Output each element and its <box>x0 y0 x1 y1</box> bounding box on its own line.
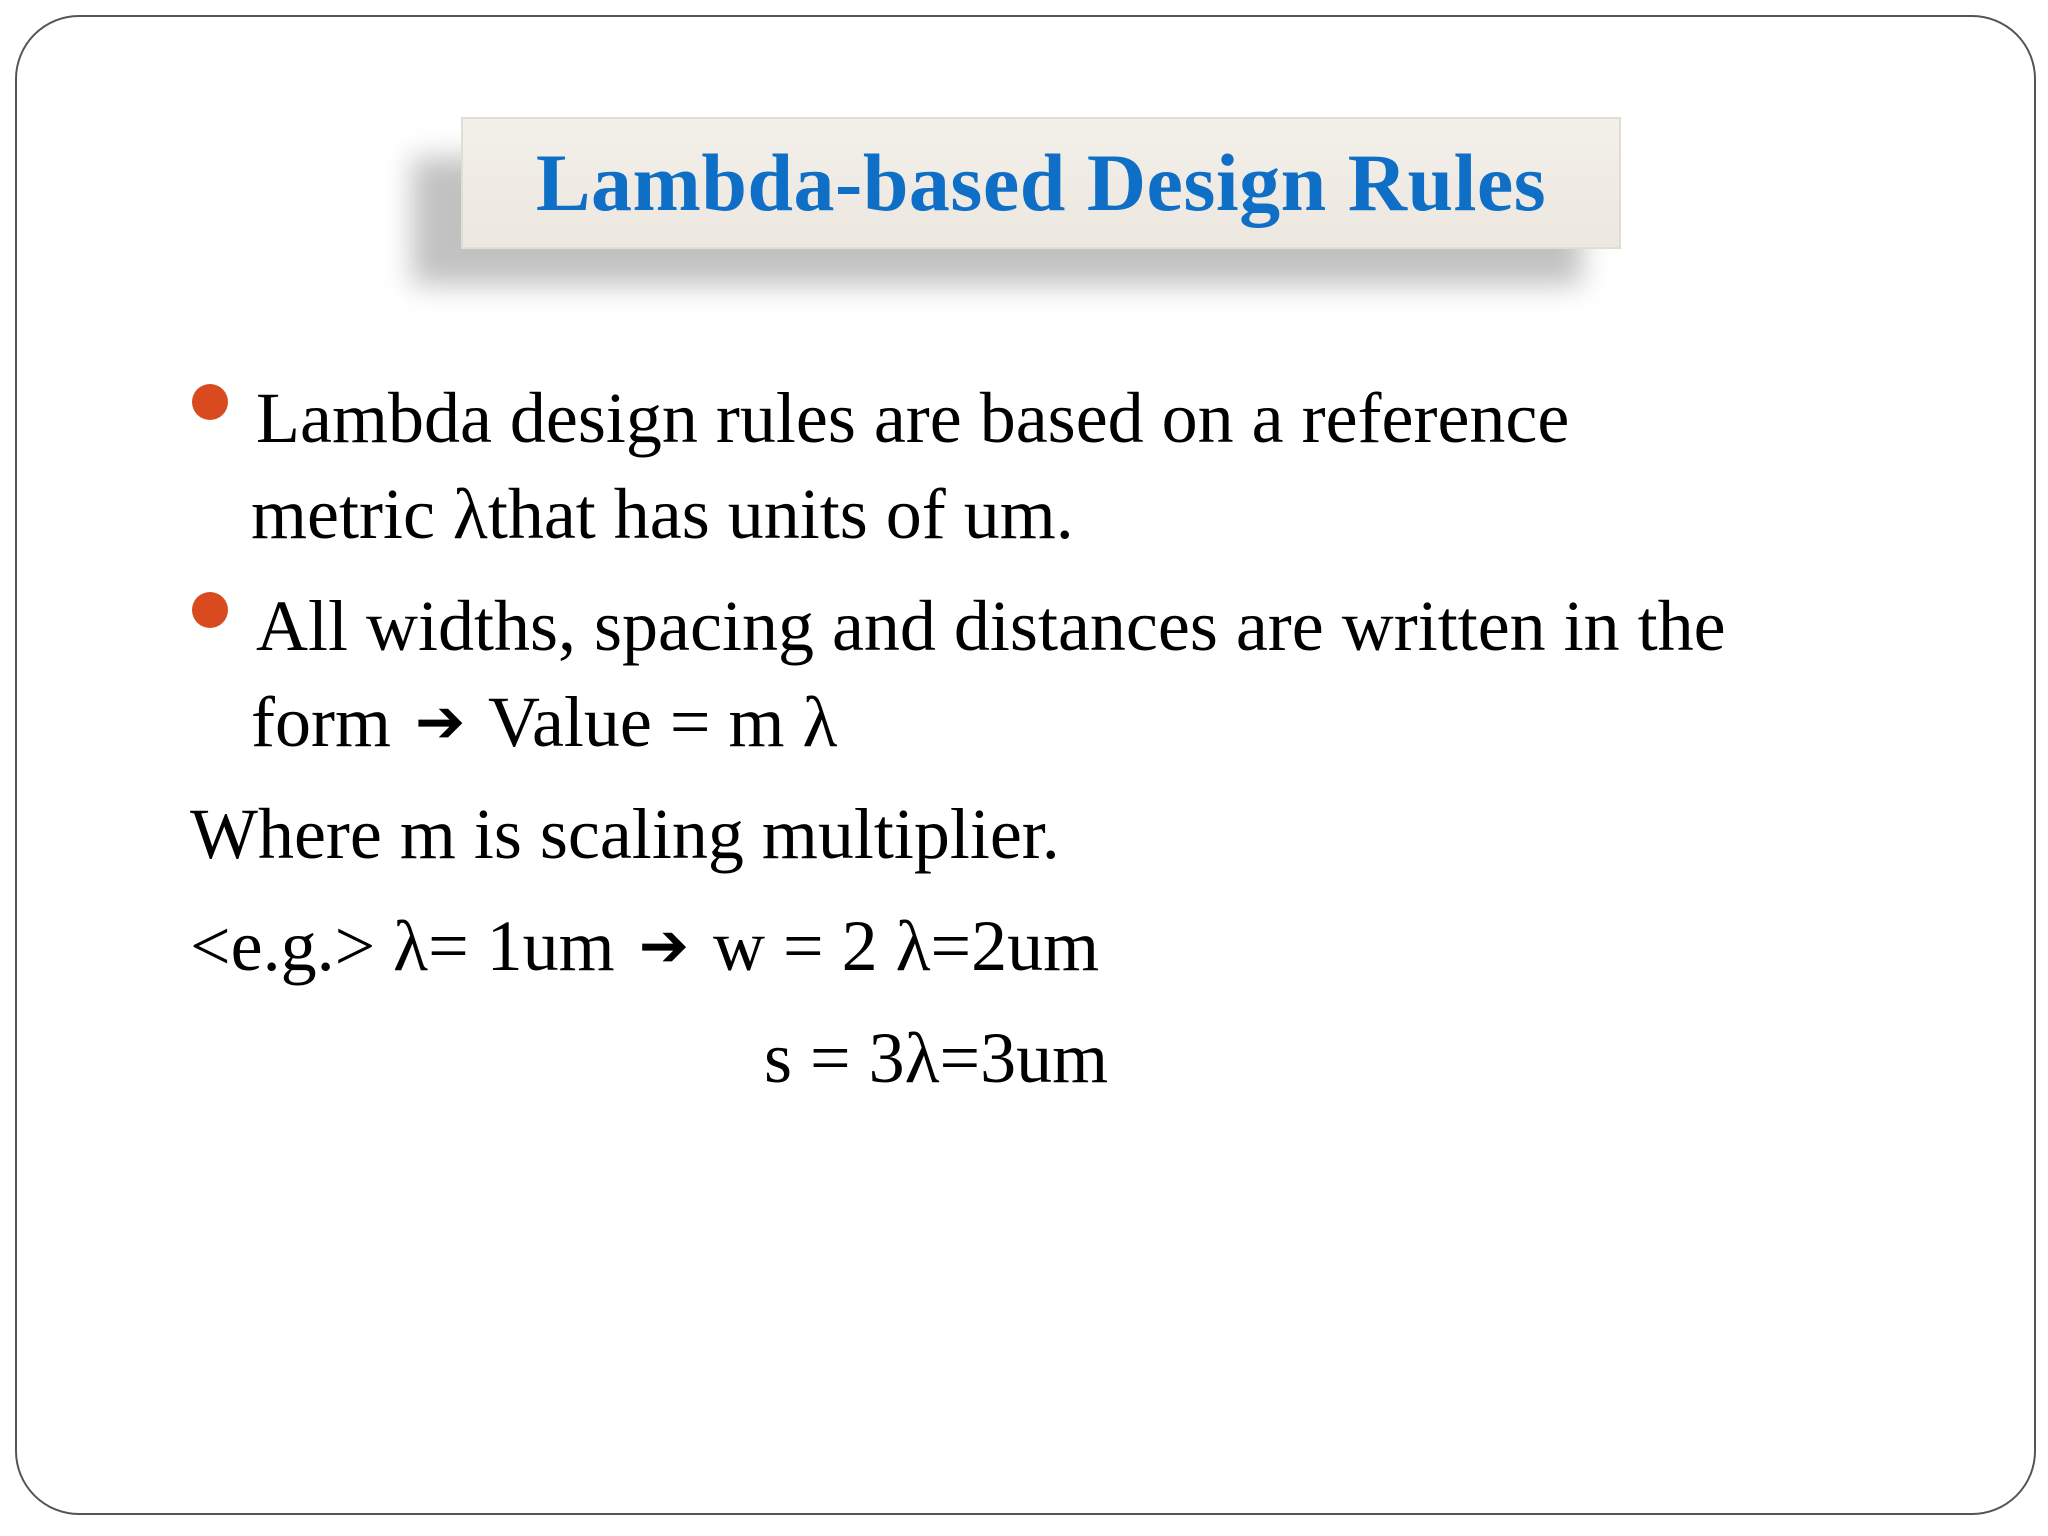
bullet-2-line-1: All widths, spacing and distances are written in the <box>256 586 1726 666</box>
right-arrow-icon: ➔ <box>638 911 689 981</box>
bullet-1-line-2: metric λthat has units of um. <box>251 474 1074 554</box>
example-w-equation: w = 2 λ=2um <box>694 906 1100 986</box>
slide-title: Lambda-based Design Rules <box>535 137 1547 228</box>
example-line-2: s = 3λ=3um <box>764 1018 1109 1098</box>
bullet-2-line-2 <box>251 682 838 762</box>
right-arrow-icon: ➔ <box>414 687 466 757</box>
bullet-1-icon <box>192 384 228 420</box>
title-box <box>461 117 1621 249</box>
example-prefix: <e.g.> λ= 1um <box>190 906 633 986</box>
slide <box>15 15 2036 1515</box>
bullet-1-line-1: Lambda design rules are based on a reference <box>256 378 1570 458</box>
example-line-1 <box>190 906 1100 986</box>
bullet-2-line-2-start: form <box>251 682 409 762</box>
where-line: Where m is scaling multiplier. <box>190 794 1060 874</box>
bullet-2-icon <box>192 592 228 628</box>
bullet-2-line-2-end: Value = m λ <box>471 682 838 762</box>
